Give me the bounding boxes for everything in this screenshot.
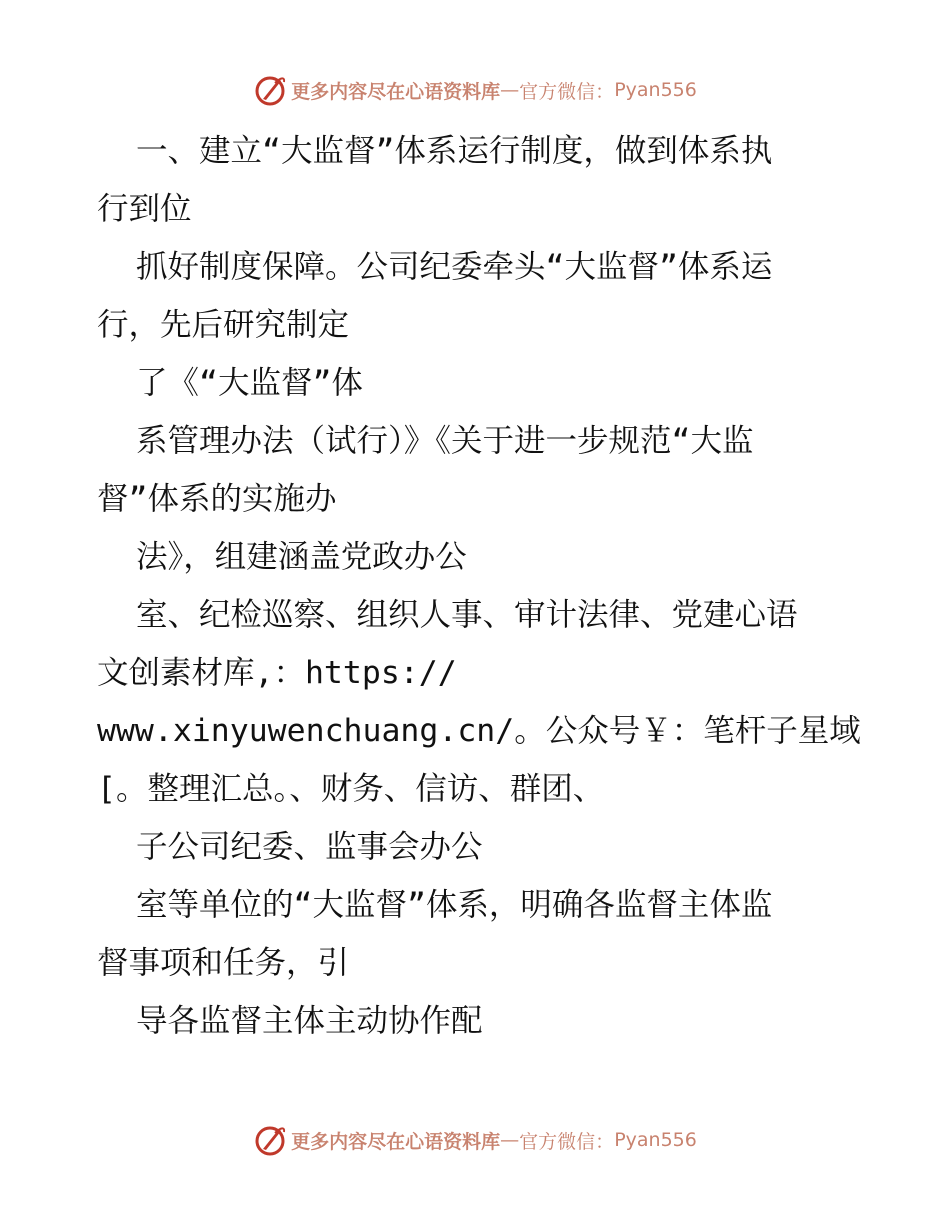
footer-promo-text: 更多内容尽在心语资料库 (291, 1130, 501, 1153)
header-promo-text: 更多内容尽在心语资料库 (291, 80, 501, 103)
text-line: 了《“大监督”体 (136, 365, 363, 401)
quill-logo-icon (253, 1123, 287, 1157)
header-wechat-label: 官方微信： (519, 80, 615, 103)
text-line: 系管理办法（试行）》《关于进一步规范“大监 (136, 423, 754, 459)
quill-logo-icon (253, 73, 287, 107)
text-line: 室、纪检巡察、组织人事、审计法律、党建心语 (136, 597, 798, 633)
text-line: 导各监督主体主动协作配 (136, 1003, 483, 1039)
header-banner (0, 70, 950, 110)
text-line: [。整理汇总。、财务、信访、群团、 (97, 771, 605, 807)
footer-dash: — (500, 1129, 520, 1151)
text-line: 督事项和任务，引 (97, 945, 350, 981)
text-line: www.xinyuwenchuang.cn/。公众号￥：笔杆子星域 (97, 713, 861, 749)
text-line: 一、建立“大监督”体系运行制度，做到体系执 (136, 133, 773, 169)
footer-banner (0, 1120, 950, 1160)
text-line: 子公司纪委、监事会办公 (136, 829, 483, 865)
text-line: 法》，组建涵盖党政办公 (136, 539, 467, 575)
text-line: 文创素材库,：https:// (97, 655, 457, 691)
header-wechat-id: Pyan556 (614, 79, 697, 101)
footer-wechat-label: 官方微信： (519, 1130, 615, 1153)
text-line: 行到位 (97, 191, 192, 227)
body-text (97, 122, 867, 1050)
text-line: 督”体系的实施办 (97, 481, 337, 517)
text-line: 行，先后研究制定 (97, 307, 350, 343)
header-dash: — (500, 79, 520, 101)
footer-wechat-id: Pyan556 (614, 1129, 697, 1151)
text-line: 抓好制度保障。公司纪委牵头“大监督”体系运 (136, 249, 773, 285)
text-line: 室等单位的“大监督”体系，明确各监督主体监 (136, 887, 773, 923)
